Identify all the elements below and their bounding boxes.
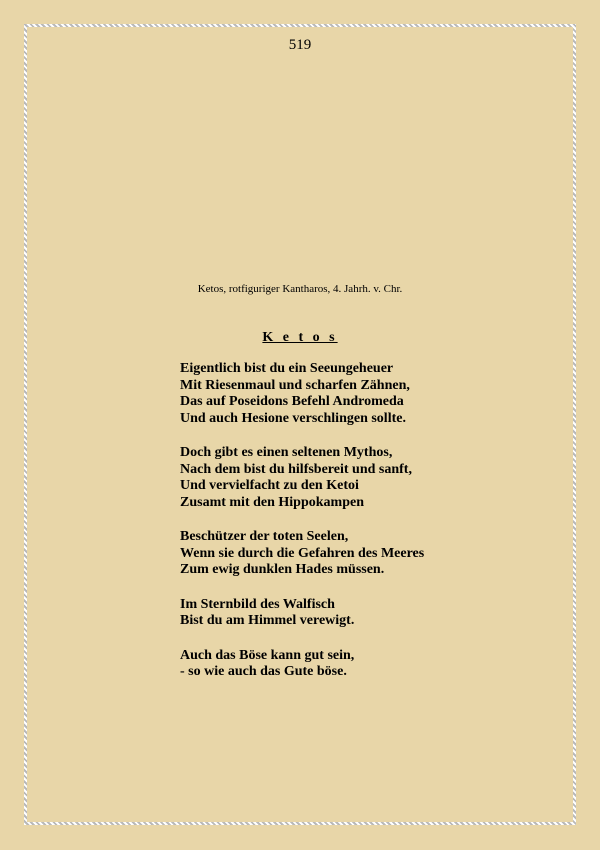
- stanza-4: [180, 597, 540, 630]
- poem-line: Wenn sie durch die Gefahren des Meeres: [180, 545, 425, 561]
- stanza-3: [180, 529, 540, 579]
- poem-line: Im Sternbild des Walfisch: [180, 596, 335, 612]
- stanza-2: [180, 445, 540, 511]
- poem-line: Und vervielfacht zu den Ketoi: [180, 478, 359, 493]
- stanza-5: [180, 648, 540, 681]
- poem-line: Nach dem bist du hilfsbereit und sanft,: [180, 461, 412, 477]
- poem-line: Zusamt mit den Hippokampen: [180, 494, 364, 510]
- poem-line: Beschützer der toten Seelen,: [180, 529, 349, 544]
- poem-line: Mit Riesenmaul und scharfen Zähnen,: [180, 377, 410, 393]
- poem-line: - so wie auch das Gute böse.: [180, 664, 347, 679]
- image-caption: Ketos, rotfiguriger Kantharos, 4. Jahrh. v. Chr.: [197, 283, 403, 295]
- poem-line: Auch das Böse kann gut sein,: [180, 647, 355, 663]
- poem-line: Das auf Poseidons Befehl Andromeda: [180, 394, 404, 409]
- poem-line: Bist du am Himmel verewigt.: [180, 613, 355, 628]
- poem-line: Doch gibt es einen seltenen Mythos,: [180, 445, 393, 460]
- poem-line: Und auch Hesione verschlingen sollte.: [180, 410, 406, 426]
- page-number: 519: [288, 37, 312, 53]
- poem-body: [180, 361, 540, 699]
- poem-title: K e t o s: [262, 330, 338, 345]
- poem-line: Eigentlich bist du ein Seeungeheuer: [180, 361, 394, 376]
- poem-line: Zum ewig dunklen Hades müssen.: [180, 562, 385, 577]
- stanza-1: [180, 361, 540, 427]
